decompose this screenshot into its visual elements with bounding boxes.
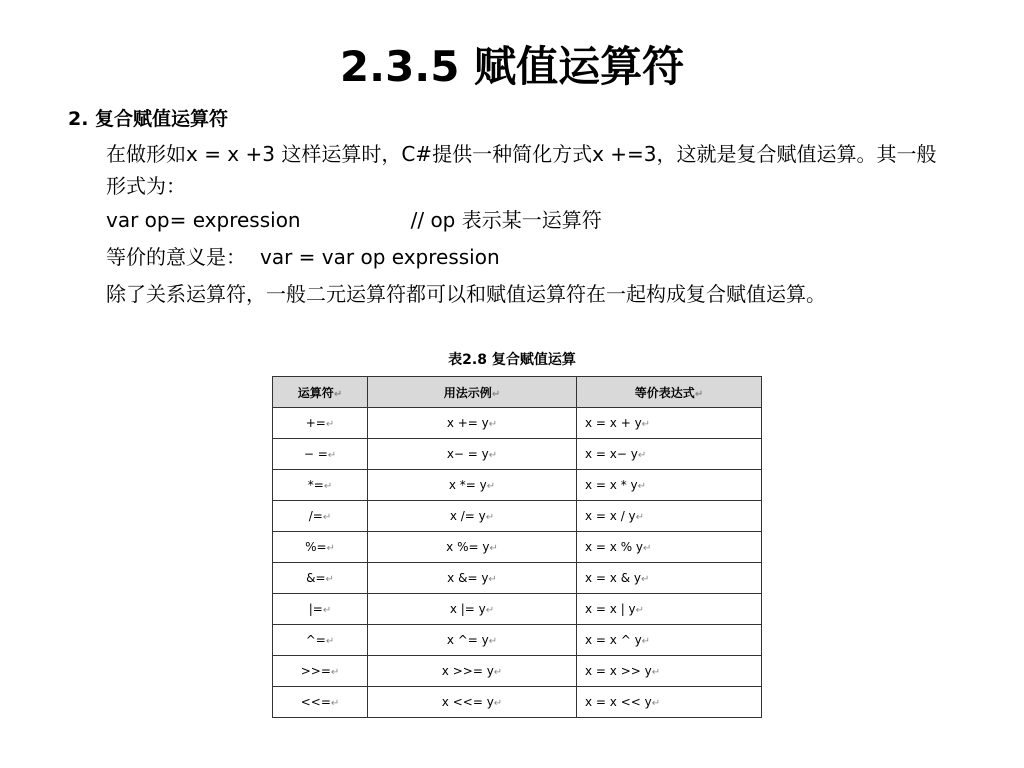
return-mark-icon: ↵ xyxy=(488,450,498,461)
cell-example: x &= y↵ xyxy=(368,563,577,594)
cell-example: x− = y↵ xyxy=(368,439,577,470)
cell-operator: +=↵ xyxy=(273,408,368,439)
return-mark-icon: ↵ xyxy=(486,481,496,492)
return-mark-icon: ↵ xyxy=(488,574,497,585)
return-mark-icon: ↵ xyxy=(488,636,498,647)
cell-equivalent: x = x << y↵ xyxy=(577,687,762,718)
return-mark-icon: ↵ xyxy=(485,605,495,616)
return-mark-icon: ↵ xyxy=(485,512,495,523)
return-mark-icon: ↵ xyxy=(322,605,332,616)
cell-example: x *= y↵ xyxy=(368,470,577,501)
cell-equivalent: x = x % y↵ xyxy=(577,532,762,563)
return-mark-icon: ↵ xyxy=(635,605,645,616)
table-row xyxy=(273,408,762,439)
table-row xyxy=(273,594,762,625)
return-mark-icon: ↵ xyxy=(323,481,333,492)
cell-operator: /=↵ xyxy=(273,501,368,532)
header-example: 用法示例↵ xyxy=(368,377,577,408)
return-mark-icon: ↵ xyxy=(325,419,335,430)
paragraph-syntax xyxy=(106,204,956,236)
return-mark-icon: ↵ xyxy=(327,450,337,461)
syntax-comment: // op 表示某一运算符 xyxy=(410,208,602,232)
return-mark-icon: ↵ xyxy=(325,636,335,647)
paragraph-note: 除了关系运算符，一般二元运算符都可以和赋值运算符在一起构成复合赋值运算。 xyxy=(106,282,826,306)
return-mark-icon: ↵ xyxy=(640,574,650,585)
table-row xyxy=(273,625,762,656)
paragraph-equivalent xyxy=(106,241,956,273)
cell-example: x /= y↵ xyxy=(368,501,577,532)
cell-operator: *=↵ xyxy=(273,470,368,501)
return-mark-icon: ↵ xyxy=(694,388,704,400)
return-mark-icon: ↵ xyxy=(326,543,335,554)
table-row xyxy=(273,470,762,501)
equivalent-code: var = var op expression xyxy=(260,245,500,269)
paragraph-intro: 在做形如x = x +3 这样运算时，C#提供一种简化方式x +=3，这就是复合赋值运算。其一般形式为： xyxy=(106,142,937,198)
cell-example: x |= y↵ xyxy=(368,594,577,625)
section-heading: 2. 复合赋值运算符 xyxy=(68,108,229,130)
cell-equivalent: x = x / y↵ xyxy=(577,501,762,532)
return-mark-icon: ↵ xyxy=(641,419,651,430)
cell-operator: &=↵ xyxy=(273,563,368,594)
return-mark-icon: ↵ xyxy=(635,512,645,523)
cell-example: x >>= y↵ xyxy=(368,656,577,687)
cell-equivalent: x = x + y↵ xyxy=(577,408,762,439)
table-row xyxy=(273,532,762,563)
cell-operator: ^=↵ xyxy=(273,625,368,656)
cell-equivalent: x = x ^ y↵ xyxy=(577,625,762,656)
slide-title: 2.3.5 赋值运算符 xyxy=(339,42,685,91)
return-mark-icon: ↵ xyxy=(493,667,503,678)
table-row xyxy=(273,687,762,718)
cell-equivalent: x = x | y↵ xyxy=(577,594,762,625)
table-row xyxy=(273,439,762,470)
return-mark-icon: ↵ xyxy=(325,574,334,585)
table-row xyxy=(273,501,762,532)
cell-operator: %=↵ xyxy=(273,532,368,563)
cell-example: x <<= y↵ xyxy=(368,687,577,718)
return-mark-icon: ↵ xyxy=(489,543,498,554)
return-mark-icon: ↵ xyxy=(330,698,340,709)
cell-equivalent: x = x * y↵ xyxy=(577,470,762,501)
table-row xyxy=(273,563,762,594)
cell-example: x %= y↵ xyxy=(368,532,577,563)
cell-operator: − =↵ xyxy=(273,439,368,470)
return-mark-icon: ↵ xyxy=(637,481,647,492)
cell-example: x += y↵ xyxy=(368,408,577,439)
header-operator: 运算符↵ xyxy=(273,377,368,408)
cell-equivalent: x = x− y↵ xyxy=(577,439,762,470)
return-mark-icon: ↵ xyxy=(488,419,498,430)
return-mark-icon: ↵ xyxy=(491,388,501,400)
return-mark-icon: ↵ xyxy=(333,388,343,400)
return-mark-icon: ↵ xyxy=(330,667,340,678)
cell-operator: |=↵ xyxy=(273,594,368,625)
cell-equivalent: x = x >> y↵ xyxy=(577,656,762,687)
cell-operator: <<=↵ xyxy=(273,687,368,718)
cell-equivalent: x = x & y↵ xyxy=(577,563,762,594)
return-mark-icon: ↵ xyxy=(493,698,503,709)
return-mark-icon: ↵ xyxy=(643,543,652,554)
equivalent-label: 等价的意义是： xyxy=(106,245,246,269)
return-mark-icon: ↵ xyxy=(322,512,332,523)
return-mark-icon: ↵ xyxy=(637,450,647,461)
compound-assignment-table xyxy=(272,376,762,718)
syntax-code: var op= expression xyxy=(106,208,301,232)
table-row xyxy=(273,656,762,687)
table-caption: 表2.8 复合赋值运算 xyxy=(448,352,576,368)
return-mark-icon: ↵ xyxy=(651,667,661,678)
return-mark-icon: ↵ xyxy=(641,636,651,647)
cell-example: x ^= y↵ xyxy=(368,625,577,656)
cell-operator: >>=↵ xyxy=(273,656,368,687)
return-mark-icon: ↵ xyxy=(651,698,661,709)
table-header-row xyxy=(273,377,762,408)
header-equivalent: 等价表达式↵ xyxy=(577,377,762,408)
